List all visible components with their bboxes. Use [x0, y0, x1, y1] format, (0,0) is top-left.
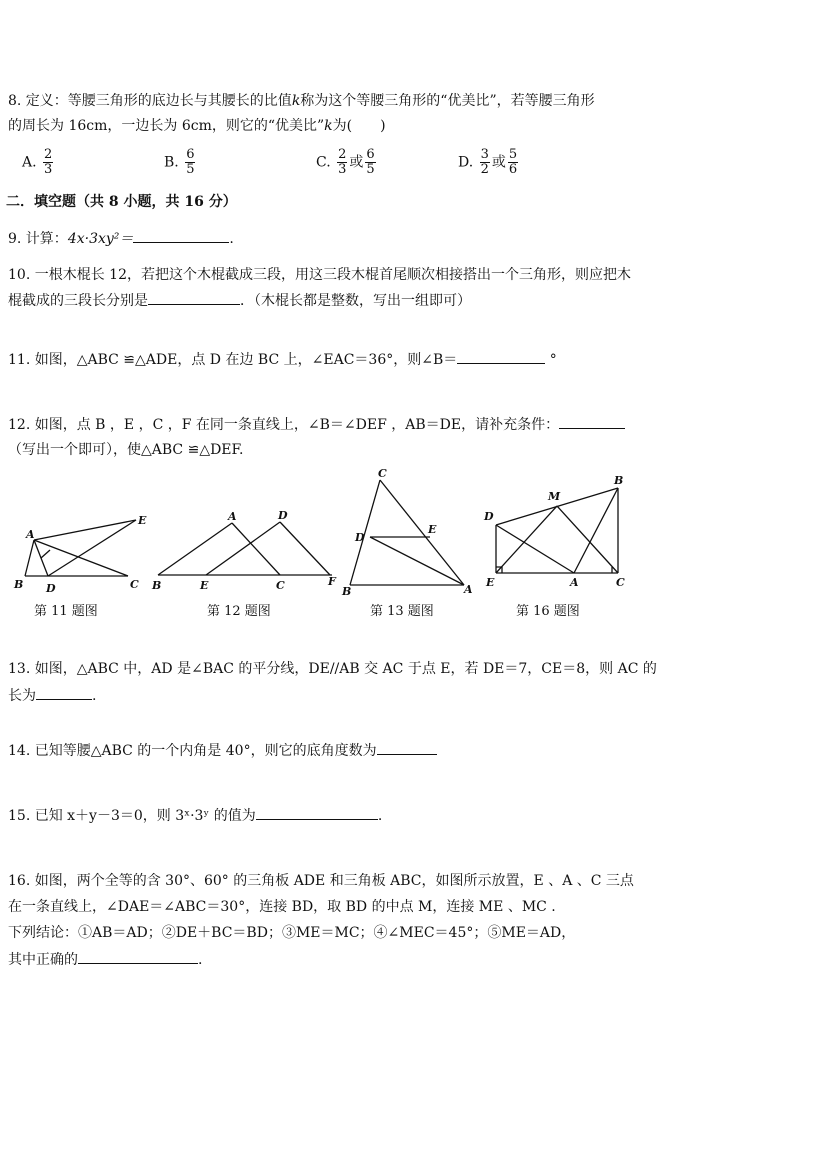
option-label: B.: [164, 154, 179, 171]
q8-option-d[interactable]: [458, 148, 520, 177]
q15: [8, 806, 382, 825]
fig11-label-b: B: [14, 578, 24, 591]
fig11-caption: 第 11 题图: [34, 604, 98, 619]
fig12-caption: 第 12 题图: [207, 604, 271, 619]
fig16-label-a: A: [570, 576, 579, 589]
fraction: $\frac{2}{3}$: [44, 147, 53, 177]
fig16-label-e: E: [486, 576, 495, 589]
fraction: $\frac{6}{5}$: [186, 147, 195, 177]
section-title: 二．填空题（共 8 小题，共 16 分）: [6, 194, 237, 210]
fig12-label-f: F: [328, 575, 336, 588]
q12-line1: [8, 415, 625, 434]
q8-line1: [8, 92, 595, 110]
fig12-label-a: A: [228, 510, 237, 523]
fig13-caption: 第 13 题图: [370, 604, 434, 619]
fraction: $\frac{5}{6}$: [508, 147, 518, 177]
answer-blank[interactable]: [133, 229, 229, 243]
q8-k: k: [291, 93, 301, 109]
answer-blank[interactable]: [377, 741, 437, 755]
q12-line2: （写出一个即可），使△ABC ≌△DEF.: [8, 442, 244, 458]
q16-suffix: .: [198, 952, 203, 968]
q8-option-b[interactable]: [164, 148, 197, 177]
fig13-label-c: C: [378, 467, 387, 480]
fraction: $\frac{3}{2}$: [480, 147, 489, 177]
q8-k2: k: [324, 118, 333, 134]
q16-line1: 16. 如图，两个全等的含 30°、60° 的三角板 ADE 和三角板 ABC，如图所示放置，E 、A 、C 三点: [8, 873, 634, 889]
q11: [8, 350, 557, 369]
fig13-label-d: D: [355, 531, 365, 544]
fig13-label-b: B: [342, 585, 352, 598]
fig13-label-a: A: [464, 583, 473, 596]
fig11-label-d: D: [46, 582, 56, 595]
fig16-label-c: C: [616, 576, 625, 589]
q11-suffix: °: [549, 352, 557, 368]
q8-line2-text: 的周长为 16cm，一边长为 6cm，则它的“优美比”: [8, 118, 325, 134]
q9-prefix: 9. 计算：: [8, 231, 68, 247]
fig12-label-b: B: [152, 579, 162, 592]
q8-line2: [8, 117, 386, 135]
answer-blank[interactable]: [78, 950, 198, 964]
fig12-label-d: D: [278, 509, 288, 522]
answer-blank[interactable]: [256, 806, 378, 820]
q12-line1-text: 12. 如图，点 B ，E ，C ，F 在同一条直线上，∠B＝∠DEF ，AB＝DE，请补充条件：: [8, 417, 560, 433]
answer-blank[interactable]: [36, 686, 92, 700]
q8-line1-text: 8. 定义：等腰三角形的底边长与其腰长的比值: [8, 93, 292, 109]
fig16-label-d: D: [484, 510, 494, 523]
q13-line2: [8, 686, 96, 705]
figure-11: [12, 510, 152, 600]
q16-line4-text: 其中正确的: [8, 952, 78, 968]
q10-line2: [8, 291, 471, 310]
q8-line2b: 为( ): [332, 118, 386, 134]
q15-text: 15. 已知 x＋y－3＝0，则 3ˣ·3ʸ 的值为: [8, 808, 256, 824]
fraction: $\frac{2}{3}$: [338, 147, 347, 177]
q13-line2-text: 长为: [8, 688, 36, 704]
answer-blank[interactable]: [559, 415, 625, 429]
q14: [8, 741, 437, 760]
q9-expr: 4x·3xy²＝: [67, 231, 134, 247]
q8-option-a[interactable]: [22, 148, 55, 177]
fig16-label-m: M: [548, 490, 561, 503]
option-label: A.: [22, 154, 37, 171]
figure-12: [150, 505, 350, 600]
fig11-label-e: E: [138, 514, 147, 527]
fig11-label-a: A: [26, 528, 35, 541]
answer-blank[interactable]: [457, 350, 545, 364]
q16-line2: 在一条直线上，∠DAE＝∠ABC＝30°，连接 BD，取 BD 的中点 M，连接 ME 、MC .: [8, 899, 556, 915]
fig13-label-e: E: [428, 523, 437, 536]
q8-line1b: 称为这个等腰三角形的“优美比”，若等腰三角形: [300, 93, 595, 109]
fig16-label-b: B: [614, 474, 624, 487]
figure-16: [482, 470, 632, 600]
q10-line2b: ．（木棍长都是整数，写出一组即可）: [240, 293, 471, 309]
fig16-caption: 第 16 题图: [516, 604, 580, 619]
fraction: $\frac{6}{5}$: [366, 147, 375, 177]
fig11-label-c: C: [130, 578, 139, 591]
q10-line1: 10. 一根木棍长 12，若把这个木棍截成三段，用这三段木棍首尾顺次相接搭出一个三角形，则应把木: [8, 267, 631, 283]
q15-suffix: .: [377, 808, 383, 824]
or-word: 或: [491, 154, 506, 171]
fig12-label-e: E: [200, 579, 209, 592]
fig12-label-c: C: [276, 579, 285, 592]
figure-13: [340, 465, 480, 600]
q13-line1: 13. 如图，△ABC 中，AD 是∠BAC 的平分线，DE//AB 交 AC 于点 E，若 DE＝7，CE＝8，则 AC 的: [8, 661, 657, 677]
q16-line3: 下列结论：①AB＝AD；②DE＋BC＝BD；③ME＝MC；④∠MEC＝45°；⑤ME＝AD，: [8, 925, 576, 941]
option-label: D.: [458, 154, 474, 171]
q9-suffix: .: [229, 231, 234, 247]
option-label: C.: [316, 154, 331, 171]
or-word: 或: [349, 154, 364, 171]
q16-line4: [8, 950, 202, 969]
q11-text: 11. 如图，△ABC ≌△ADE，点 D 在边 BC 上，∠EAC＝36°，则∠B＝: [8, 352, 458, 368]
answer-blank[interactable]: [148, 291, 240, 305]
q9: [8, 229, 234, 248]
q14-text: 14. 已知等腰△ABC 的一个内角是 40°，则它的底角度数为: [8, 743, 377, 759]
q13-suffix: .: [92, 688, 97, 704]
q8-option-c[interactable]: [316, 148, 378, 177]
q10-line2a: 棍截成的三段长分别是: [8, 293, 148, 309]
